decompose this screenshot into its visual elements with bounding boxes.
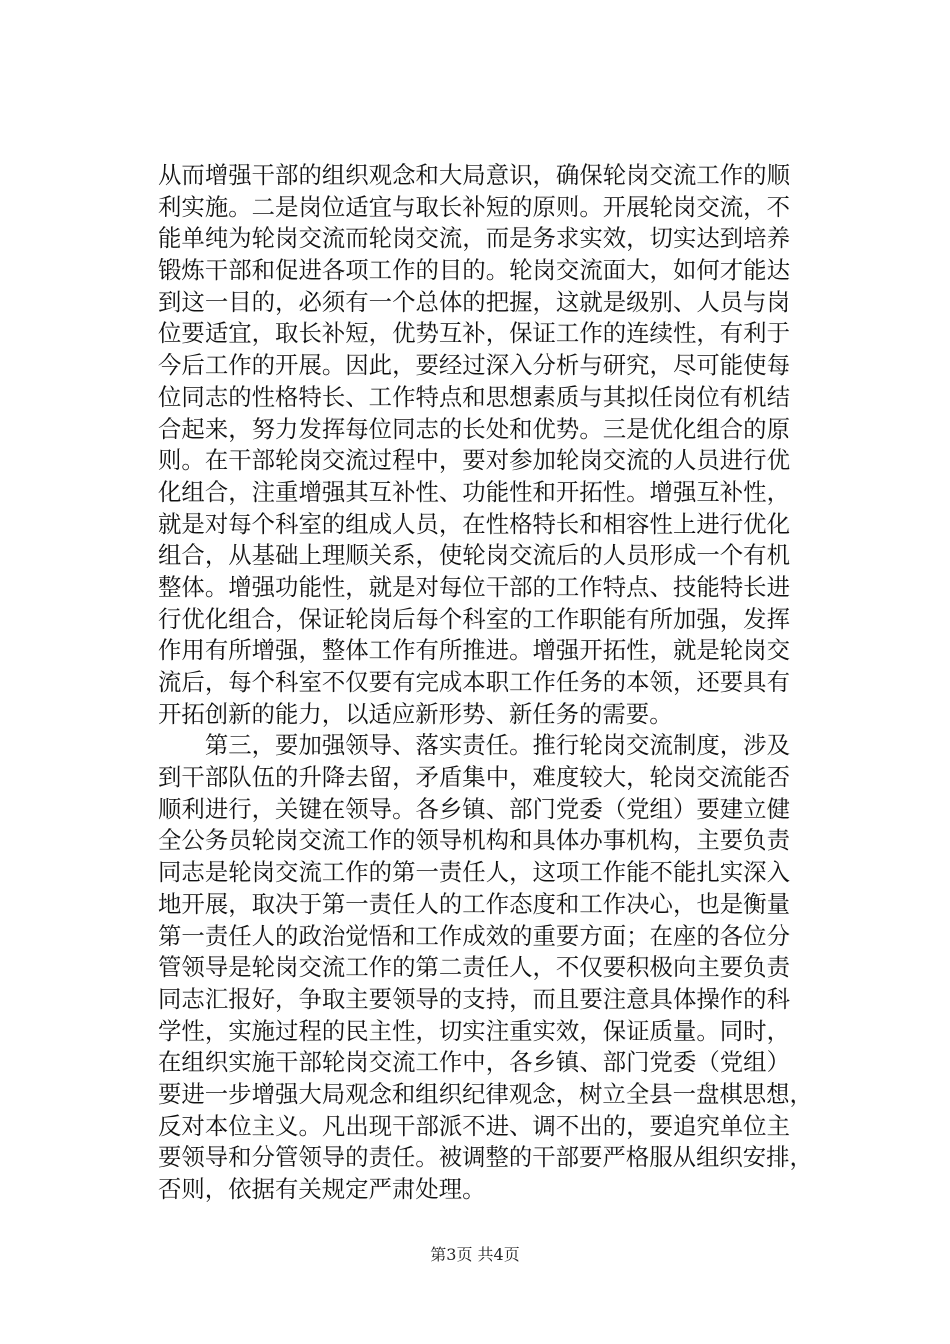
text-line: 组 合 ， 从 基 础 上 理 顺 关 系 ， 使 轮 岗 交 流 后 的 人 员 形 成 一 个 有 机 [158, 541, 790, 570]
text-line: 同 志 汇 报 好 ， 争 取 主 要 领 导 的 支 持 ， 而 且 要 注 意 具 体 操 作 的 科 [158, 984, 790, 1013]
text-line: 整 体 。 增 强 功 能 性 ， 就 是 对 每 位 干 部 的 工 作 特 点 、 技 能 特 长 进 [158, 572, 790, 601]
body-text [158, 160, 813, 1206]
text-line: 锻 炼 干 部 和 促 进 各 项 工 作 的 目 的 。 轮 岗 交 流 面 大 ， 如 何 才 能 达 [158, 256, 790, 285]
text-line: 第 三 ， 要 加 强 领 导 、 落 实 责 任 。 推 行 轮 岗 交 流 制 度 ， 涉 及 [204, 731, 790, 760]
text-line: 化 组 合 ， 注 重 增 强 其 互 补 性 、 功 能 性 和 开 拓 性 。 增 强 互 补 性 ， [158, 477, 790, 506]
text-line: 合 起 来 ， 努 力 发 挥 每 位 同 志 的 长 处 和 优 势 。 三 是 优 化 组 合 的 原 [158, 414, 790, 443]
text-line: 开拓创新的能力，以适应新形势、新任务的需要。 [158, 699, 673, 728]
text-line: 今 后 工 作 的 开 展 。 因 此 ， 要 经 过 深 入 分 析 与 研 究 ， 尽 可 能 使 每 [158, 351, 790, 380]
text-line: 否则，依据有关规定严肃处理。 [158, 1175, 486, 1203]
page-number-footer: 第3页 共4页 [430, 1245, 520, 1264]
text-line: 从 而 增 强 干 部 的 组 织 观 念 和 大 局 意 识 ， 确 保 轮 岗 交 流 工 作 的 顺 [158, 161, 790, 189]
text-line: 管 领 导 是 轮 岗 交 流 工 作 的 第 二 责 任 人 ， 不 仅 要 积 极 向 主 要 负 责 [158, 953, 790, 982]
text-line: 同 志 是 轮 岗 交 流 工 作 的 第 一 责 任 人 ， 这 项 工 作 能 不 能 扎 实 深 入 [158, 858, 790, 887]
text-line: 要 进 一 步 增 强 大 局 观 念 和 组 织 纪 律 观 念 ， 树 立 全 县 一 盘 棋 思 想 ， [158, 1079, 813, 1108]
text-line: 到 干 部 队 伍 的 升 降 去 留 ， 矛 盾 集 中 ， 难 度 较 大 ， 轮 岗 交 流 能 否 [158, 763, 790, 792]
text-line: 全 公 务 员 轮 岗 交 流 工 作 的 领 导 机 构 和 具 体 办 事 机 构 ， 主 要 负 责 [158, 826, 790, 855]
text-line: 学 性 ， 实 施 过 程 的 民 主 性 ， 切 实 注 重 实 效 ， 保 证 质 量 。 同 时 ， [158, 1016, 790, 1045]
text-line: 能 单 纯 为 轮 岗 交 流 而 轮 岗 交 流 ， 而 是 务 求 实 效 ， 切 实 达 到 培 养 [158, 224, 790, 253]
text-line: 行 优 化 组 合 ， 保 证 轮 岗 后 每 个 科 室 的 工 作 职 能 有 所 加 强 ， 发 挥 [158, 604, 790, 633]
text-line: 位 要 适 宜 ， 取 长 补 短 ， 优 势 互 补 ， 保 证 工 作 的 连 续 性 ， 有 利 于 [158, 319, 790, 348]
text-line: 利 实 施 。 二 是 岗 位 适 宜 与 取 长 补 短 的 原 则 。 开 展 轮 岗 交 流 ， 不 [158, 192, 790, 221]
text-line: 作 用 有 所 增 强 ， 整 体 工 作 有 所 推 进 。 增 强 开 拓 性 ， 就 是 轮 岗 交 [158, 636, 790, 665]
text-line: 流 后 ， 每 个 科 室 不 仅 要 有 完 成 本 职 工 作 任 务 的 本 领 ， 还 要 具 有 [158, 668, 790, 696]
text-line: 反 对 本 位 主 义 。 凡 出 现 干 部 派 不 进 、 调 不 出 的 ， 要 追 究 单 位 主 [158, 1111, 790, 1140]
text-line: 第 一 责 任 人 的 政 治 觉 悟 和 工 作 成 效 的 重 要 方 面 ； 在 座 的 各 位 分 [158, 921, 790, 950]
text-line: 地 开 展 ， 取 决 于 第 一 责 任 人 的 工 作 态 度 和 工 作 决 心 ， 也 是 衡 量 [158, 889, 790, 918]
text-line: 则 。 在 干 部 轮 岗 交 流 过 程 中 ， 要 对 参 加 轮 岗 交 流 的 人 员 进 行 优 [158, 446, 790, 475]
text-line: 要 领 导 和 分 管 领 导 的 责 任 。 被 调 整 的 干 部 要 严 格 服 从 组 织 安 排 ， [158, 1143, 813, 1172]
text-line: 在 组 织 实 施 干 部 轮 岗 交 流 工 作 中 ， 各 乡 镇 、 部 门 党 委 （ 党 组 ） [158, 1048, 790, 1077]
text-line: 到 这 一 目 的 ， 必 须 有 一 个 总 体 的 把 握 ， 这 就 是 级 别 、 人 员 与 岗 [158, 287, 790, 316]
text-line: 就 是 对 每 个 科 室 的 组 成 人 员 ， 在 性 格 特 长 和 相 容 性 上 进 行 优 化 [158, 509, 790, 538]
text-line: 位 同 志 的 性 格 特 长 、 工 作 特 点 和 思 想 素 质 与 其 拟 任 岗 位 有 机 结 [158, 382, 790, 411]
text-line: 顺 利 进 行 ， 关 键 在 领 导 。 各 乡 镇 、 部 门 党 委 （ 党 组 ） 要 建 立 健 [158, 794, 790, 823]
